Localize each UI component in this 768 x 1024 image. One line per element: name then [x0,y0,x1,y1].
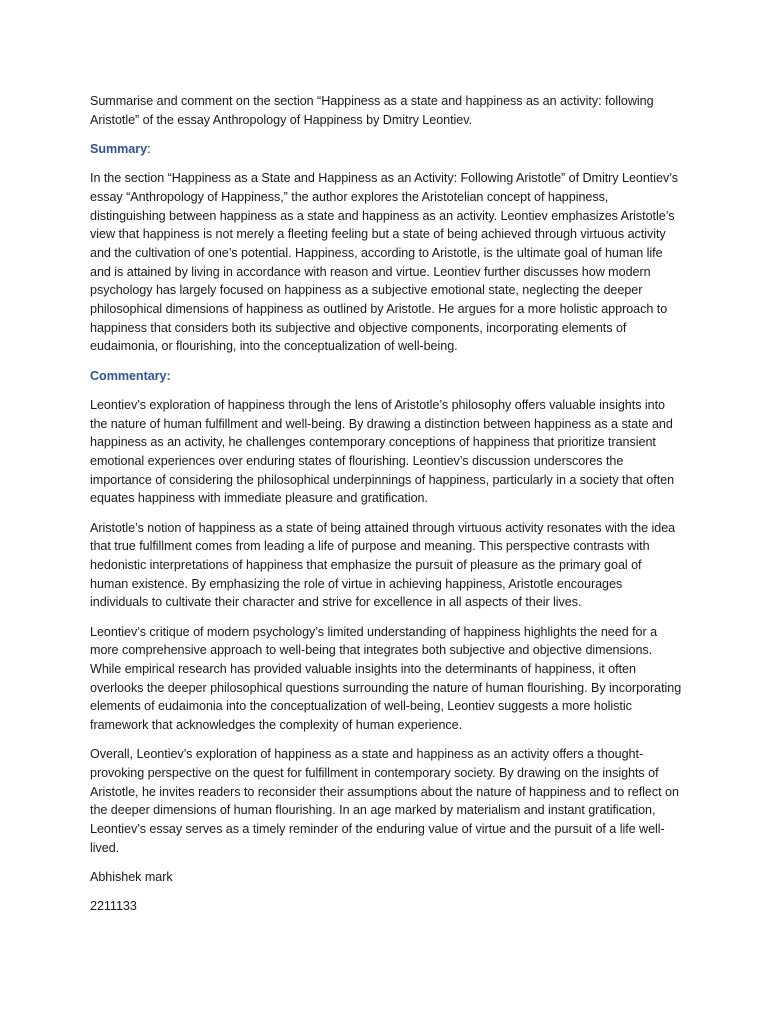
assignment-prompt: Summarise and comment on the section “Happiness as a state and happiness as an activity: following Aristotle” of the essay Anthropology of Happiness by Dmitry Leontiev. [90,94,654,127]
commentary-paragraph-4: Overall, Leontiev’s exploration of happiness as a state and happiness as an activity offers a thought-provoking perspective on the quest for fulfillment in contemporary society. By drawing on the insights of Aristotle, he invites readers to reconsider their assumptions about the nature of happiness and to reflect on the deeper dimensions of human flourishing. In an age marked by materialism and instant gratification, Leontiev’s essay serves as a timely reminder of the enduring value of virtue and the pursuit of a life well-lived. [90,747,679,855]
summary-heading-text: Summary [90,141,148,156]
summary-heading-colon: : [147,141,151,156]
summary-paragraph: In the section “Happiness as a State and Happiness as an Activity: Following Aristotle” of Dmitry Leontiev’s essay “Anthropology of Happiness,” the author explores the Aristotelian concept of happiness, distinguishing between happiness as a state and happiness as an activity. Leontiev emphasizes Aristotle’s view that happiness is not merely a fleeting feeling but a state of being achieved through virtuous activity and the cultivation of one’s potential. Happiness, according to Aristotle, is the ultimate goal of human life and is attained by living in accordance with reason and virtue. Leontiev further discusses how modern psychology has largely focused on happiness as a subjective emotional state, neglecting the deeper philosophical dimensions of happiness as outlined by Aristotle. He argues for a more holistic approach to happiness that considers both its subjective and objective components, incorporating elements of eudaimonia, or flourishing, into the conceptualization of well-being. [90,171,678,354]
commentary-paragraph-3: Leontiev’s critique of modern psychology’s limited understanding of happiness highlights the need for a more comprehensive approach to well-being that integrates both subjective and objective dimensions. While empirical research has provided valuable insights into the determinants of happiness, it often overlooks the deeper philosophical questions surrounding the nature of human flourishing. By incorporating elements of eudaimonia into the conceptualization of well-being, Leontiev suggests a more holistic framework that acknowledges the complexity of human experience. [90,624,682,733]
commentary-heading: Commentary: [90,368,171,383]
author-name: Abhishek mark [90,870,173,885]
commentary-paragraph-2: Aristotle’s notion of happiness as a state of being attained through virtuous activity resonates with the idea that true fulfillment comes from leading a life of purpose and meaning. This perspective contrasts with hedonistic interpretations of happiness that emphasize the pursuit of pleasure as the primary goal of human existence. By emphasizing the role of virtue in achieving happiness, Aristotle encourages individuals to cultivate their character and strive for excellence in all aspects of their lives. [90,520,676,610]
document-page [90,92,682,926]
author-id: 2211133 [90,899,137,914]
summary-heading [90,140,682,159]
commentary-paragraph-1: Leontiev’s exploration of happiness through the lens of Aristotle’s philosophy offers valuable insights into the nature of human fulfillment and well-being. By drawing a distinction between happiness as a state and happiness as an activity, he challenges contemporary conceptions of happiness that prioritize transient emotional experiences over enduring states of flourishing. Leontiev’s discussion underscores the importance of considering the philosophical underpinnings of happiness, particularly in a society that often equates happiness with immediate pleasure and gratification. [90,397,675,506]
